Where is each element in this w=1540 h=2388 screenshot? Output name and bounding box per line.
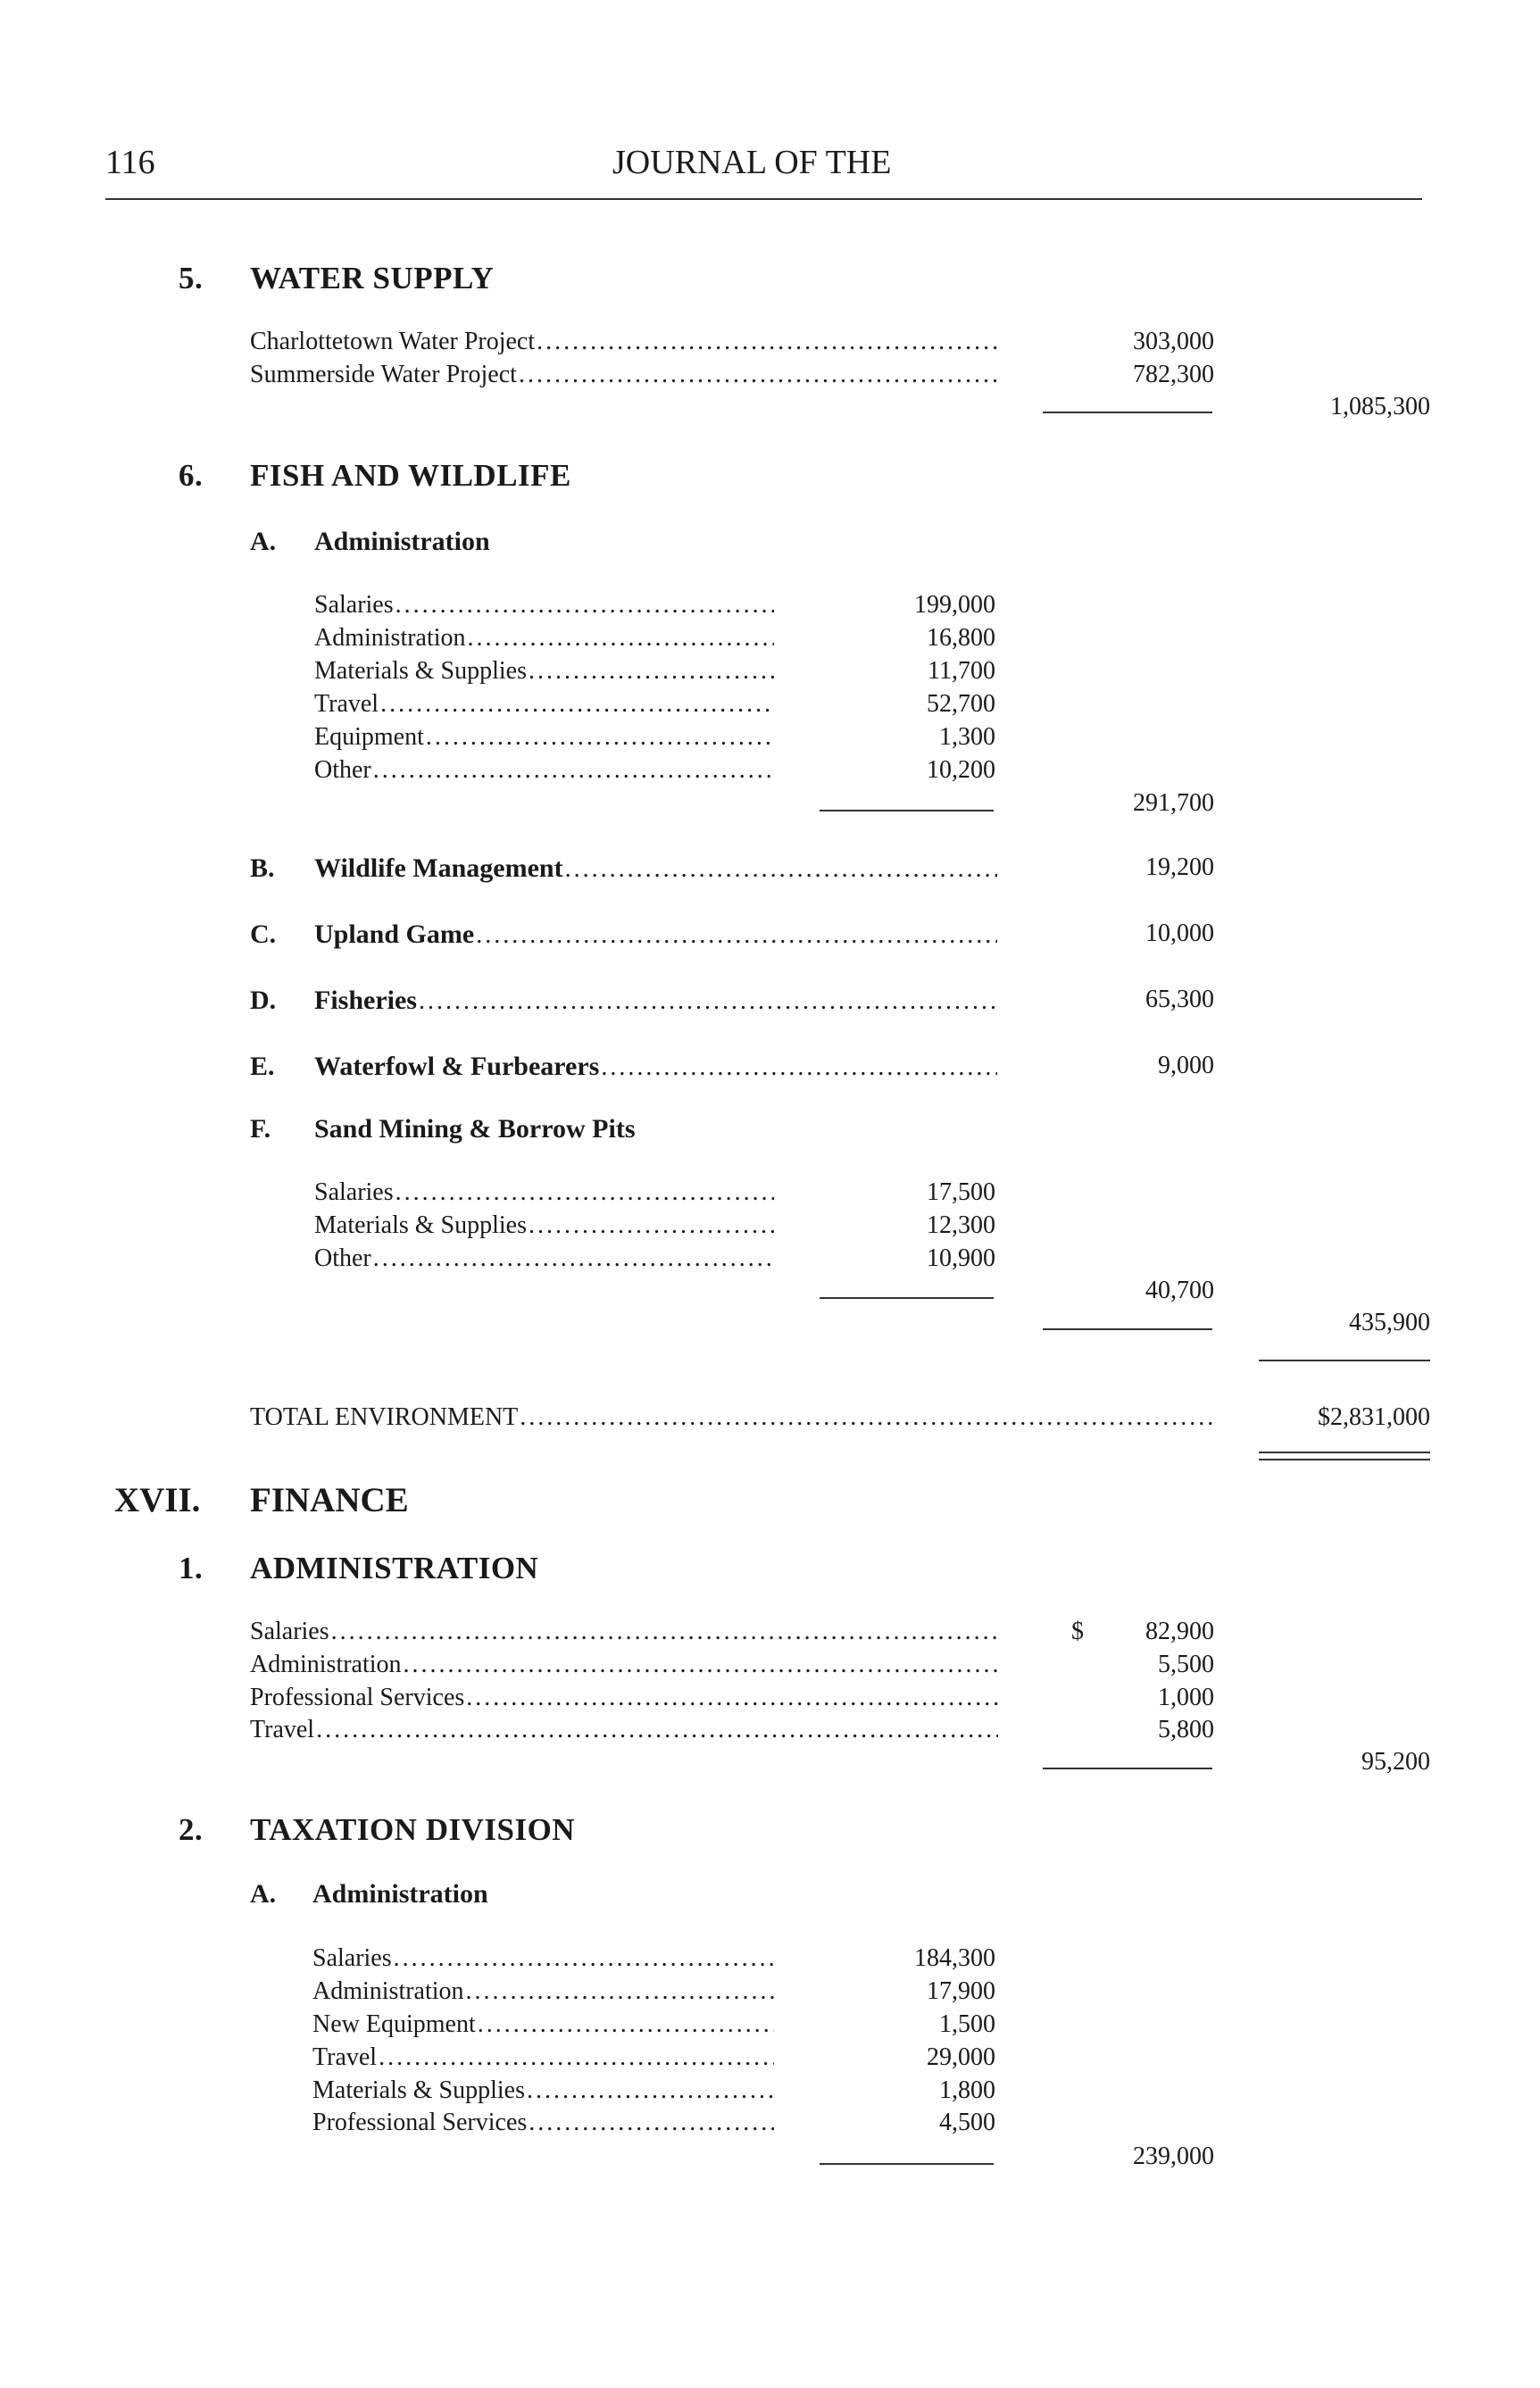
total-rule bbox=[1259, 1360, 1430, 1361]
line-item bbox=[314, 919, 997, 950]
item-amount: 16,800 bbox=[927, 624, 995, 652]
item-amount: 1,300 bbox=[939, 723, 995, 751]
section-title: ADMINISTRATION bbox=[250, 1551, 539, 1585]
chapter-title: FINANCE bbox=[250, 1481, 409, 1519]
item-amount: 1,800 bbox=[939, 2076, 995, 2104]
item-amount: 5,800 bbox=[1158, 1716, 1214, 1743]
item-label: Materials & Supplies bbox=[312, 2076, 525, 2104]
item-label: Materials & Supplies bbox=[314, 1211, 527, 1239]
leader-dots bbox=[380, 690, 774, 719]
section-number: 2. bbox=[179, 1812, 204, 1847]
line-item bbox=[314, 1052, 997, 1082]
item-label: Charlottetown Water Project bbox=[250, 328, 536, 355]
line-item bbox=[312, 2109, 774, 2137]
item-amount: 10,200 bbox=[927, 756, 995, 784]
item-amount: 10,000 bbox=[1145, 919, 1214, 947]
item-amount: 5,500 bbox=[1158, 1651, 1214, 1678]
item-label: Salaries bbox=[312, 1944, 392, 1972]
line-item bbox=[314, 591, 774, 620]
subsection-title: Administration bbox=[314, 527, 490, 556]
leader-dots bbox=[476, 921, 997, 950]
leader-dots bbox=[394, 1944, 774, 1973]
item-amount: 11,700 bbox=[928, 657, 995, 685]
item-label: Administration bbox=[250, 1651, 402, 1678]
leader-dots bbox=[395, 591, 774, 620]
line-item bbox=[250, 328, 1000, 356]
leader-dots bbox=[316, 1716, 998, 1744]
page-number: 116 bbox=[105, 144, 155, 181]
item-label: Administration bbox=[314, 624, 466, 652]
line-item bbox=[250, 1618, 998, 1646]
line-item bbox=[314, 723, 774, 752]
leader-dots bbox=[466, 1684, 998, 1712]
item-amount: 782,300 bbox=[1133, 361, 1214, 388]
line-item bbox=[250, 1716, 998, 1744]
subsection-title: Sand Mining & Borrow Pits bbox=[314, 1114, 636, 1144]
leader-dots bbox=[527, 2076, 774, 2105]
subtotal-rule bbox=[820, 810, 994, 811]
leader-dots bbox=[601, 1053, 997, 1082]
line-item bbox=[314, 1211, 774, 1240]
leader-dots bbox=[529, 1211, 774, 1240]
item-label: Equipment bbox=[314, 723, 424, 751]
line-item bbox=[312, 2043, 774, 2072]
item-label: Fisheries bbox=[314, 986, 417, 1015]
leader-dots bbox=[373, 1244, 774, 1273]
line-item bbox=[250, 361, 1000, 389]
item-amount: 199,000 bbox=[914, 591, 995, 619]
item-amount: 1,500 bbox=[939, 2010, 995, 2038]
leader-dots bbox=[426, 723, 774, 752]
leader-dots bbox=[395, 1178, 774, 1207]
section-title: WATER SUPPLY bbox=[250, 261, 495, 295]
grand-total-label: TOTAL ENVIRONMENT bbox=[250, 1403, 519, 1431]
double-rule-bottom bbox=[1259, 1459, 1430, 1460]
subsection-letter: D. bbox=[250, 986, 277, 1015]
item-label: Summerside Water Project bbox=[250, 361, 517, 388]
item-amount: 82,900 bbox=[1145, 1618, 1214, 1645]
leader-dots bbox=[466, 1977, 774, 2006]
line-item bbox=[314, 624, 774, 653]
double-rule-top bbox=[1259, 1452, 1430, 1453]
line-item bbox=[314, 986, 997, 1016]
item-amount: 65,300 bbox=[1145, 986, 1214, 1013]
item-label: Professional Services bbox=[250, 1684, 465, 1711]
item-label: Travel bbox=[314, 690, 379, 718]
item-amount: 17,900 bbox=[927, 1977, 995, 2005]
leader-dots bbox=[331, 1618, 998, 1646]
leader-dots bbox=[529, 2109, 774, 2137]
item-label: Professional Services bbox=[312, 2109, 528, 2136]
section-total: 95,200 bbox=[1361, 1748, 1430, 1776]
line-item bbox=[250, 1684, 998, 1712]
item-label: Administration bbox=[312, 1977, 464, 2005]
item-amount: 1,000 bbox=[1158, 1684, 1214, 1711]
leader-dots bbox=[519, 361, 1000, 389]
subsection-letter: B. bbox=[250, 853, 275, 883]
leader-dots bbox=[520, 1403, 1214, 1432]
subtotal-rule bbox=[820, 2163, 994, 2165]
subtotal-rule bbox=[1043, 1328, 1212, 1330]
item-label: Upland Game bbox=[314, 919, 475, 949]
line-item bbox=[314, 853, 997, 884]
grand-total-amount: $2,831,000 bbox=[1318, 1403, 1430, 1431]
line-item bbox=[314, 657, 774, 686]
section-number: 1. bbox=[179, 1551, 204, 1585]
leader-dots bbox=[478, 2010, 774, 2039]
subsection-subtotal: 291,700 bbox=[1133, 789, 1214, 817]
item-label: Travel bbox=[250, 1716, 315, 1743]
subsection-letter: E. bbox=[250, 1052, 275, 1081]
item-label: Other bbox=[314, 756, 371, 784]
section-number: 5. bbox=[179, 261, 204, 295]
line-item bbox=[314, 690, 774, 719]
leader-dots bbox=[565, 855, 997, 884]
subsection-letter: C. bbox=[250, 919, 277, 949]
grand-total-line bbox=[250, 1403, 1214, 1432]
item-amount: 303,000 bbox=[1133, 328, 1214, 355]
line-item bbox=[312, 2010, 774, 2039]
header-rule bbox=[105, 198, 1422, 200]
leader-dots bbox=[379, 2043, 774, 2072]
subtotal-rule bbox=[1043, 412, 1212, 413]
line-item bbox=[312, 1977, 774, 2006]
item-amount: 17,500 bbox=[927, 1178, 995, 1206]
item-amount: 19,200 bbox=[1145, 853, 1214, 881]
subsection-letter: A. bbox=[250, 1879, 277, 1909]
item-amount: 4,500 bbox=[939, 2109, 995, 2136]
line-item bbox=[250, 1651, 998, 1679]
chapter-number: XVII. bbox=[114, 1481, 201, 1519]
leader-dots bbox=[529, 657, 774, 686]
subsection-subtotal: 239,000 bbox=[1133, 2143, 1214, 2170]
subtotal-rule bbox=[820, 1297, 994, 1299]
item-label: Materials & Supplies bbox=[314, 657, 527, 685]
leader-dots bbox=[537, 328, 1000, 356]
item-label: Travel bbox=[312, 2043, 378, 2071]
item-label: Wildlife Management bbox=[314, 853, 563, 883]
item-amount: 29,000 bbox=[927, 2043, 995, 2071]
item-label: Other bbox=[314, 1244, 371, 1272]
line-item bbox=[312, 2076, 774, 2105]
section-title: FISH AND WILDLIFE bbox=[250, 458, 571, 493]
running-title: JOURNAL OF THE bbox=[612, 144, 892, 181]
line-item bbox=[314, 756, 774, 785]
section-total: 1,085,300 bbox=[1330, 393, 1430, 420]
section-title: TAXATION DIVISION bbox=[250, 1812, 576, 1847]
leader-dots bbox=[468, 624, 774, 653]
item-amount: 10,900 bbox=[927, 1244, 995, 1272]
subtotal-rule bbox=[1043, 1768, 1212, 1769]
item-label: Salaries bbox=[314, 1178, 394, 1206]
currency-sign: $ bbox=[1071, 1618, 1084, 1645]
leader-dots bbox=[404, 1651, 998, 1679]
item-amount: 12,300 bbox=[927, 1211, 995, 1239]
item-amount: 184,300 bbox=[914, 1944, 995, 1972]
item-label: New Equipment bbox=[312, 2010, 476, 2038]
item-label: Salaries bbox=[314, 591, 394, 619]
subsection-title: Administration bbox=[312, 1879, 488, 1909]
section-total: 435,900 bbox=[1349, 1309, 1430, 1336]
item-amount: 52,700 bbox=[927, 690, 995, 718]
line-item bbox=[312, 1944, 774, 1973]
subsection-letter: F. bbox=[250, 1114, 271, 1144]
line-item bbox=[314, 1244, 774, 1273]
subsection-subtotal: 40,700 bbox=[1145, 1277, 1214, 1304]
item-label: Waterfowl & Furbearers bbox=[314, 1052, 600, 1081]
leader-dots bbox=[419, 987, 997, 1016]
section-number: 6. bbox=[179, 458, 204, 493]
line-item bbox=[314, 1178, 774, 1207]
item-amount: 9,000 bbox=[1158, 1052, 1214, 1079]
item-label: Salaries bbox=[250, 1618, 329, 1645]
leader-dots bbox=[373, 756, 774, 785]
subsection-letter: A. bbox=[250, 527, 277, 556]
